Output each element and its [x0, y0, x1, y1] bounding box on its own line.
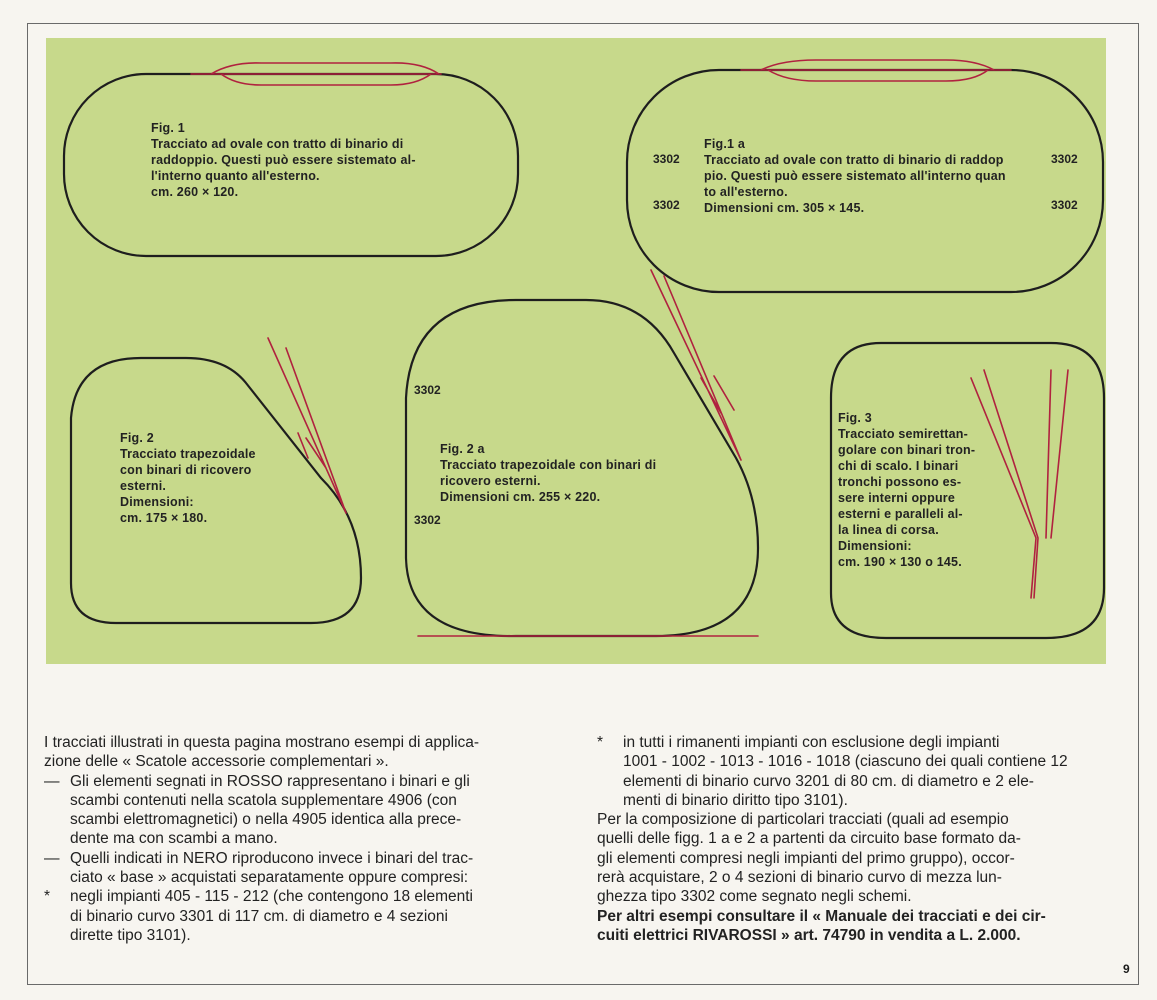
fig2a-title: Fig. 2 a	[440, 442, 485, 456]
fig2-line: con binari di ricovero	[120, 463, 252, 477]
fig1a-line: Tracciato ad ovale con tratto di binario di raddop	[704, 153, 1004, 167]
fig1a-label-bl: 3302	[653, 198, 680, 212]
fig1-title: Fig. 1	[151, 121, 185, 135]
fig2-title: Fig. 2	[120, 431, 154, 445]
fig3-line: cm. 190 × 130 o 145.	[838, 555, 962, 569]
paragraph-line: scambi elettromagnetici) o nella 4905 identica alla prece-	[70, 811, 462, 829]
bold-reference-line: cuiti elettrici RIVAROSSI » art. 74790 in vendita a L. 2.000.	[597, 926, 1021, 944]
fig2a-line: Dimensioni cm. 255 × 220.	[440, 490, 601, 504]
fig3-line: Tracciato semirettan-	[838, 427, 968, 441]
fig3-caption	[838, 410, 975, 570]
fig1a-red-passing-loop	[741, 60, 1011, 81]
track-plan-plate	[46, 38, 1106, 664]
paragraph-line: rerà acquistare, 2 o 4 sezioni di binario curvo di mezza lun-	[597, 869, 1002, 887]
bold-reference-line: Per altri esempi consultare il « Manuale dei tracciati e dei cir-	[597, 907, 1046, 925]
fig3-line: la linea di corsa.	[838, 523, 939, 537]
paragraph-line: gli elementi compresi negli impianti del primo gruppo), occor-	[597, 849, 1015, 867]
fig3-line: Dimensioni:	[838, 539, 912, 553]
paragraph-line: dente ma con scambi a mano.	[70, 830, 278, 848]
paragraph-line: elementi di binario curvo 3201 di 80 cm. di diametro e 2 ele-	[623, 772, 1034, 790]
fig1a-title: Fig.1 a	[704, 137, 745, 151]
page-number: 9	[1123, 962, 1130, 976]
fig3-line: tronchi possono es-	[838, 475, 962, 489]
fig3-line: chi di scalo. I binari	[838, 459, 959, 473]
fig3-red-stub-sidings	[971, 370, 1068, 598]
paragraph-line: zione delle « Scatole accessorie complementari ».	[44, 753, 389, 771]
fig3-title: Fig. 3	[838, 411, 872, 425]
asterisk-marker: *	[597, 734, 604, 751]
fig2-line: cm. 175 × 180.	[120, 511, 208, 525]
fig1-red-passing-loop	[191, 63, 441, 85]
fig2a-line: ricovero esterni.	[440, 474, 541, 488]
fig1-caption	[151, 120, 416, 200]
paragraph-line: menti di binario diritto tipo 3101).	[623, 791, 848, 809]
paragraph-line: * in tutti i rimanenti impianti con esclusione degli impianti	[597, 734, 1000, 751]
fig1-line: l'interno quanto all'esterno.	[151, 169, 320, 183]
paragraph-line: dirette tipo 3101).	[70, 926, 191, 944]
fig1a-caption	[704, 136, 1006, 216]
fig1-line: Tracciato ad ovale con tratto di binario di	[151, 137, 404, 151]
fig1a-line: pio. Questi può essere sistemato all'interno quan	[704, 169, 1006, 183]
dash-marker: —	[44, 772, 60, 790]
text-column-left	[44, 733, 574, 945]
fig3-line: esterni e paralleli al-	[838, 507, 963, 521]
paragraph-line: * negli impianti 405 - 115 - 212 (che contengono 18 elementi	[44, 888, 473, 906]
paragraph-line: scambi contenuti nella scatola supplementare 4906 (con	[70, 791, 457, 809]
fig1a-label-tl: 3302	[653, 152, 680, 166]
paragraph-line: quelli delle figg. 1 a e 2 a partenti da circuito base formato da-	[597, 830, 1021, 848]
paragraph-line: ciato « base » acquistati separatamente oppure compresi:	[70, 869, 469, 887]
fig2a-caption	[440, 441, 656, 505]
fig2-line: Tracciato trapezoidale	[120, 447, 256, 461]
fig3-line: golare con binari tron-	[838, 443, 976, 457]
paragraph-line: — Quelli indicati in NERO riproducono invece i binari del trac-	[44, 849, 474, 867]
paragraph-line: 1001 - 1002 - 1013 - 1016 - 1018 (ciascuno dei quali contiene 12	[623, 753, 1068, 771]
asterisk-marker: *	[44, 888, 51, 906]
paragraph-line: — Gli elementi segnati in ROSSO rappresentano i binari e gli	[44, 772, 470, 790]
fig1a-label-br: 3302	[1051, 198, 1078, 212]
fig1a-label-tr: 3302	[1051, 152, 1078, 166]
fig1a-line: to all'esterno.	[704, 185, 788, 199]
paragraph-line: Per la composizione di particolari tracciati (quali ad esempio	[597, 811, 1009, 829]
fig1a-line: Dimensioni cm. 305 × 145.	[704, 201, 865, 215]
fig3-line: sere interni oppure	[838, 491, 956, 505]
fig1-line: raddoppio. Questi può essere sistemato al-	[151, 153, 416, 167]
fig2-caption	[120, 430, 256, 526]
fig2-line: Dimensioni:	[120, 495, 194, 509]
paragraph-line: di binario curvo 3301 di 117 cm. di diametro e 4 sezioni	[70, 907, 448, 925]
paragraph-line: I tracciati illustrati in questa pagina mostrano esempi di applica-	[44, 734, 480, 751]
fig2a-label-bottom: 3302	[414, 513, 441, 527]
fig1-line: cm. 260 × 120.	[151, 185, 239, 199]
dash-marker: —	[44, 849, 60, 867]
fig2a-label-top: 3302	[414, 383, 441, 397]
paragraph-line: ghezza tipo 3302 come segnato negli schemi.	[597, 888, 912, 906]
text-column-right	[597, 733, 1122, 945]
fig2a-line: Tracciato trapezoidale con binari di	[440, 458, 657, 472]
fig2-line: esterni.	[120, 479, 167, 493]
